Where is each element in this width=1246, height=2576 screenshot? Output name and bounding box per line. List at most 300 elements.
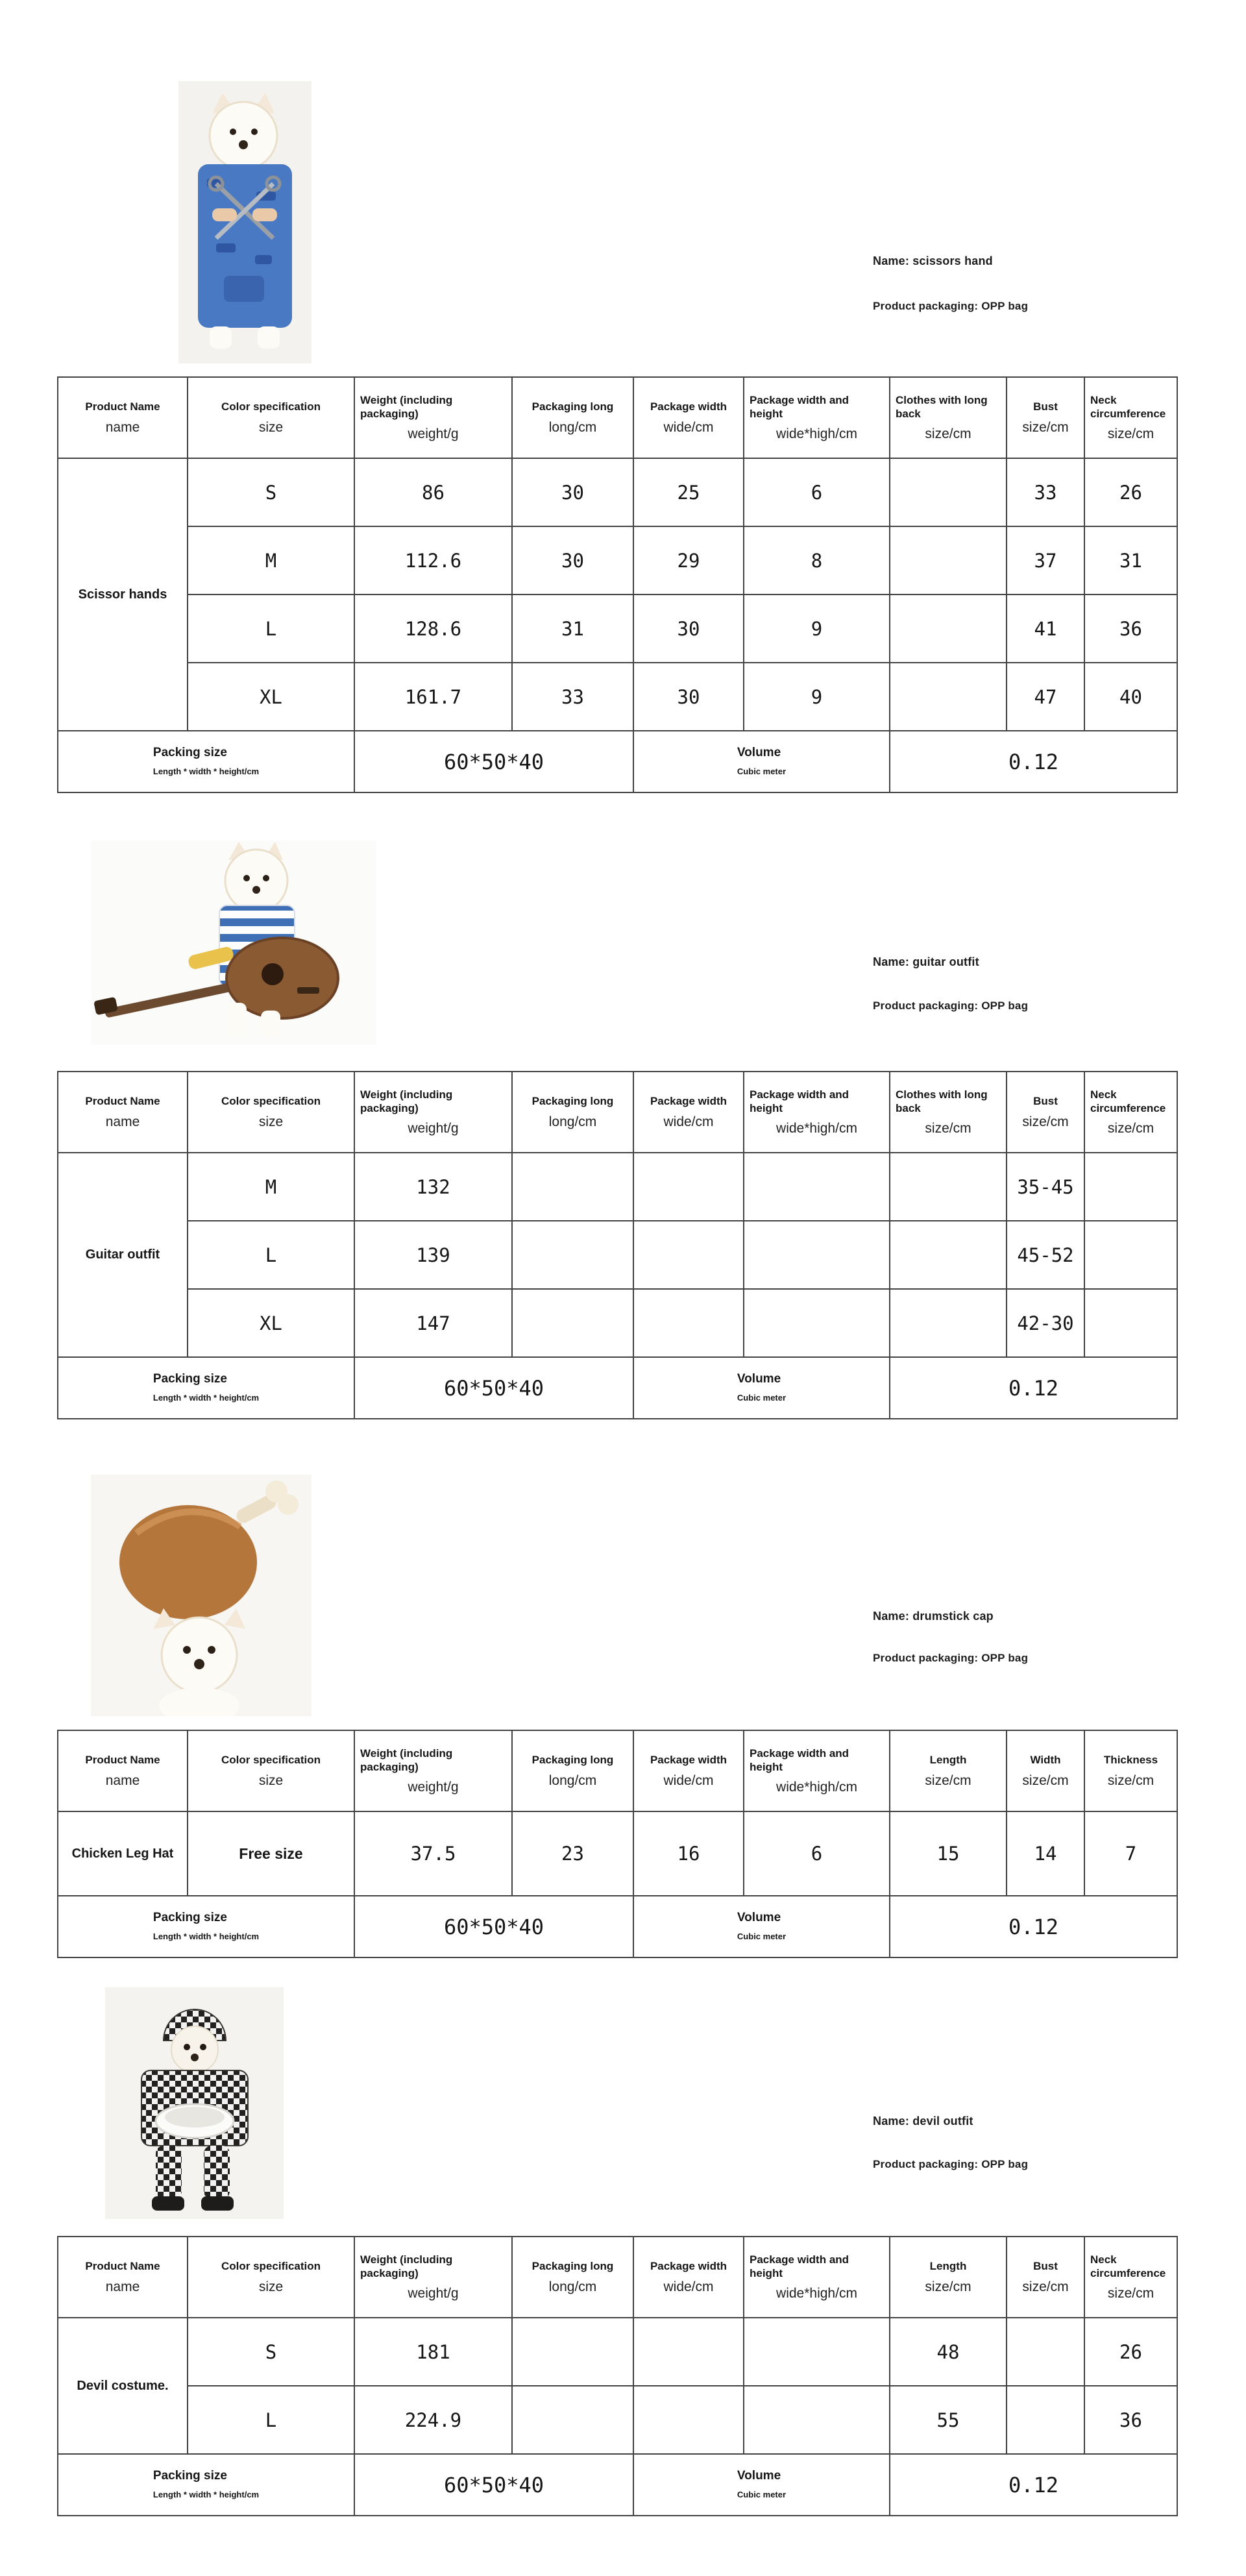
volume-cell — [633, 1357, 890, 1419]
column-title: Clothes with long back — [896, 1088, 988, 1114]
column-title: Width — [1030, 1754, 1061, 1767]
size-label: M — [265, 1175, 277, 1198]
spec-value: 55 — [936, 2409, 960, 2431]
column-title: Product Name — [85, 1754, 160, 1767]
value-cell-3 — [744, 526, 890, 595]
volume-title: Volume — [737, 1372, 781, 1386]
volume-unit: Cubic meter — [737, 2490, 787, 2499]
column-title: Length — [929, 1754, 967, 1767]
column-header-5 — [744, 377, 890, 458]
value-cell-4 — [890, 2386, 1007, 2454]
value-cell-2 — [633, 2386, 744, 2454]
value-cell-0 — [354, 1289, 512, 1357]
column-header-7 — [1007, 377, 1084, 458]
column-title: Weight (including packaging) — [360, 1088, 453, 1114]
column-header-5 — [744, 1072, 890, 1153]
column-unit: long/cm — [548, 419, 597, 435]
spec-table-guitar-outfit — [57, 1071, 1178, 1419]
column-unit: name — [105, 1114, 140, 1129]
value-cell-5 — [1007, 458, 1084, 526]
spec-value: 30 — [677, 617, 700, 640]
size-label: S — [265, 481, 277, 504]
column-unit: wide*high/cm — [776, 2286, 857, 2301]
column-title: Package width and height — [750, 2253, 849, 2279]
size-label: L — [265, 2409, 277, 2431]
spec-value: 25 — [677, 481, 700, 504]
packing-size-value-cell — [354, 2454, 633, 2516]
spec-value: 16 — [677, 1843, 700, 1865]
spec-value: 26 — [1119, 481, 1142, 504]
column-header-0 — [58, 1730, 188, 1811]
dog-scissor-hands-illustration — [178, 81, 312, 363]
value-cell-5 — [1007, 2386, 1084, 2454]
packing-size-value: 60*50*40 — [443, 2472, 544, 2497]
column-header-2 — [354, 2237, 512, 2318]
dog-guitar-outfit-illustration — [91, 840, 376, 1045]
size-label: XL — [260, 1312, 282, 1334]
column-unit: size/cm — [1022, 419, 1069, 435]
value-cell-6 — [1084, 1153, 1177, 1221]
spec-table-drumstick-cap — [57, 1730, 1178, 1958]
value-cell-4 — [890, 1811, 1007, 1896]
spec-value: 42-30 — [1017, 1312, 1074, 1334]
column-title: Color specification — [221, 2260, 321, 2273]
value-cell-0 — [354, 1221, 512, 1289]
product-name-cell — [58, 2318, 188, 2454]
column-unit: size — [258, 1114, 284, 1129]
packing-size-cell — [58, 2454, 354, 2516]
value-cell-5 — [1007, 2318, 1084, 2386]
column-header-1 — [188, 1072, 354, 1153]
spec-value: 6 — [811, 1843, 823, 1865]
packing-size-value: 60*50*40 — [443, 1914, 544, 1939]
spec-value: 224.9 — [404, 2409, 462, 2431]
value-cell-6 — [1084, 2318, 1177, 2386]
spec-value: 7 — [1125, 1843, 1137, 1865]
size-label: Free size — [239, 1845, 303, 1862]
value-cell-5 — [1007, 1221, 1084, 1289]
product-packaging-text: Product packaging: OPP bag — [873, 300, 1029, 312]
column-header-3 — [512, 1072, 633, 1153]
spec-value: 112.6 — [404, 549, 462, 572]
spec-value: 33 — [1034, 481, 1057, 504]
volume-unit: Cubic meter — [737, 1393, 787, 1403]
volume-cell — [633, 2454, 890, 2516]
value-cell-1 — [512, 526, 633, 595]
column-title: Package width — [650, 1754, 727, 1767]
value-cell-6 — [1084, 663, 1177, 731]
value-cell-6 — [1084, 1221, 1177, 1289]
size-cell — [188, 1221, 354, 1289]
volume-value: 0.12 — [1008, 2472, 1059, 2497]
column-header-5 — [744, 1730, 890, 1811]
packing-size-value-cell — [354, 1357, 633, 1419]
volume-value: 0.12 — [1008, 1914, 1059, 1939]
value-cell-3 — [744, 2386, 890, 2454]
volume-title: Volume — [737, 2469, 781, 2483]
product-photo-scissor-hands — [178, 81, 312, 363]
packing-size-cell — [58, 1357, 354, 1419]
size-cell — [188, 2318, 354, 2386]
value-cell-0 — [354, 458, 512, 526]
column-unit: size/cm — [925, 426, 971, 442]
value-cell-5 — [1007, 595, 1084, 663]
product-label: Chicken Leg Hat — [71, 1846, 174, 1861]
column-header-7 — [1007, 2237, 1084, 2318]
spec-value: 37 — [1034, 549, 1057, 572]
value-cell-6 — [1084, 1811, 1177, 1896]
product-name-text: Name: scissors hand — [873, 254, 993, 267]
column-unit: size/cm — [1107, 1121, 1154, 1136]
column-header-4 — [633, 1072, 744, 1153]
spec-value: 147 — [416, 1312, 450, 1334]
column-header-0 — [58, 2237, 188, 2318]
column-unit: long/cm — [548, 1114, 597, 1129]
volume-value-cell — [890, 2454, 1177, 2516]
column-title: Bust — [1033, 2260, 1058, 2273]
packing-size-unit: Length * width * height/cm — [153, 1393, 260, 1403]
product-label: Guitar outfit — [85, 1247, 160, 1262]
column-title: Color specification — [221, 400, 321, 413]
column-unit: size/cm — [1022, 2279, 1069, 2294]
packing-size-unit: Length * width * height/cm — [153, 1932, 260, 1941]
column-unit: wide*high/cm — [776, 1121, 857, 1136]
volume-cell — [633, 1896, 890, 1957]
value-cell-1 — [512, 1811, 633, 1896]
value-cell-2 — [633, 1811, 744, 1896]
column-unit: weight/g — [408, 1780, 459, 1795]
column-unit: name — [105, 1773, 140, 1788]
column-header-1 — [188, 2237, 354, 2318]
product-label: Scissor hands — [78, 587, 167, 602]
value-cell-4 — [890, 2318, 1007, 2386]
value-cell-0 — [354, 526, 512, 595]
value-cell-3 — [744, 1153, 890, 1221]
column-unit: long/cm — [548, 1773, 597, 1788]
size-cell — [188, 1153, 354, 1221]
product-packaging-text: Product packaging: OPP bag — [873, 2158, 1029, 2170]
volume-value-cell — [890, 1357, 1177, 1419]
column-title: Neck circumference — [1090, 2253, 1166, 2279]
spec-value: 40 — [1119, 685, 1142, 708]
spec-value: 181 — [416, 2340, 450, 2363]
column-title: Packaging long — [531, 1095, 614, 1108]
column-unit: wide*high/cm — [776, 426, 857, 442]
column-unit: size/cm — [1107, 426, 1154, 442]
column-title: Packaging long — [531, 2260, 614, 2273]
column-header-2 — [354, 377, 512, 458]
column-title: Product Name — [85, 1095, 160, 1108]
product-photo-guitar-outfit — [91, 840, 376, 1045]
column-unit: size/cm — [1022, 1773, 1069, 1788]
size-label: XL — [260, 685, 282, 708]
product-name-text: Name: drumstick cap — [873, 1610, 994, 1623]
value-cell-5 — [1007, 1811, 1084, 1896]
value-cell-3 — [744, 1289, 890, 1357]
spec-value: 86 — [422, 481, 445, 504]
column-title: Package width — [650, 1095, 727, 1108]
column-title: Neck circumference — [1090, 393, 1166, 420]
size-cell — [188, 526, 354, 595]
column-title: Weight (including packaging) — [360, 1747, 453, 1773]
column-title: Bust — [1033, 1095, 1058, 1108]
value-cell-0 — [354, 2386, 512, 2454]
value-cell-2 — [633, 526, 744, 595]
column-unit: size/cm — [1107, 1773, 1154, 1788]
volume-cell — [633, 731, 890, 792]
spec-value: 31 — [1119, 549, 1142, 572]
column-unit: wide/cm — [663, 2279, 714, 2294]
value-cell-6 — [1084, 2386, 1177, 2454]
spec-value: 30 — [561, 481, 584, 504]
spec-value: 35-45 — [1017, 1175, 1074, 1198]
value-cell-0 — [354, 663, 512, 731]
value-cell-4 — [890, 595, 1007, 663]
packing-size-title: Packing size — [153, 1911, 227, 1924]
column-header-7 — [1007, 1730, 1084, 1811]
column-header-6 — [890, 2237, 1007, 2318]
spec-value: 9 — [811, 685, 823, 708]
column-header-3 — [512, 377, 633, 458]
value-cell-4 — [890, 1153, 1007, 1221]
value-cell-4 — [890, 458, 1007, 526]
column-header-8 — [1084, 1730, 1177, 1811]
value-cell-1 — [512, 1221, 633, 1289]
value-cell-0 — [354, 1811, 512, 1896]
packing-size-cell — [58, 731, 354, 792]
product-packaging-text: Product packaging: OPP bag — [873, 1652, 1029, 1664]
column-header-6 — [890, 1730, 1007, 1811]
volume-title: Volume — [737, 746, 781, 759]
spec-value: 45-52 — [1017, 1244, 1074, 1266]
column-unit: size — [258, 2279, 284, 2294]
value-cell-5 — [1007, 1153, 1084, 1221]
value-cell-0 — [354, 595, 512, 663]
spec-value: 37.5 — [410, 1843, 456, 1865]
size-cell — [188, 663, 354, 731]
spec-table-devil-outfit — [57, 2236, 1178, 2516]
dog-drumstick-cap-illustration — [91, 1475, 312, 1716]
value-cell-2 — [633, 458, 744, 526]
value-cell-1 — [512, 2386, 633, 2454]
value-cell-1 — [512, 1153, 633, 1221]
column-unit: weight/g — [408, 426, 459, 442]
size-cell — [188, 2386, 354, 2454]
column-title: Product Name — [85, 400, 160, 413]
volume-value: 0.12 — [1008, 749, 1059, 774]
column-title: Packaging long — [531, 1754, 614, 1767]
value-cell-6 — [1084, 1289, 1177, 1357]
volume-value-cell — [890, 731, 1177, 792]
value-cell-1 — [512, 595, 633, 663]
value-cell-4 — [890, 663, 1007, 731]
column-unit: wide/cm — [663, 1773, 714, 1788]
size-label: L — [265, 1244, 277, 1266]
size-cell — [188, 595, 354, 663]
packing-size-cell — [58, 1896, 354, 1957]
column-header-5 — [744, 2237, 890, 2318]
column-header-4 — [633, 1730, 744, 1811]
spec-value: 161.7 — [404, 685, 462, 708]
value-cell-2 — [633, 1221, 744, 1289]
product-photo-devil-outfit — [105, 1987, 284, 2219]
column-unit: wide/cm — [663, 1114, 714, 1129]
spec-table-scissor-hands — [57, 376, 1178, 793]
packing-size-title: Packing size — [153, 746, 227, 759]
spec-value: 47 — [1034, 685, 1057, 708]
value-cell-2 — [633, 1153, 744, 1221]
product-name-text: Name: guitar outfit — [873, 955, 979, 968]
column-header-4 — [633, 377, 744, 458]
volume-value: 0.12 — [1008, 1375, 1059, 1401]
packing-size-value: 60*50*40 — [443, 749, 544, 774]
spec-value: 26 — [1119, 2340, 1142, 2363]
column-title: Weight (including packaging) — [360, 2253, 453, 2279]
column-unit: name — [105, 419, 140, 435]
spec-value: 139 — [416, 1244, 450, 1266]
column-title: Weight (including packaging) — [360, 393, 453, 420]
column-unit: size/cm — [1022, 1114, 1069, 1129]
value-cell-1 — [512, 663, 633, 731]
column-title: Package width — [650, 400, 727, 413]
product-name-cell — [58, 1153, 188, 1357]
column-title: Neck circumference — [1090, 1088, 1166, 1114]
column-header-1 — [188, 1730, 354, 1811]
value-cell-3 — [744, 458, 890, 526]
column-unit: weight/g — [408, 2286, 459, 2301]
product-packaging-text: Product packaging: OPP bag — [873, 1000, 1029, 1012]
dog-devil-outfit-illustration — [105, 1987, 284, 2219]
column-header-3 — [512, 1730, 633, 1811]
column-unit: size/cm — [925, 1121, 971, 1136]
size-cell — [188, 458, 354, 526]
value-cell-6 — [1084, 526, 1177, 595]
column-title: Length — [929, 2260, 967, 2273]
spec-value: 33 — [561, 685, 584, 708]
value-cell-2 — [633, 1289, 744, 1357]
column-unit: wide*high/cm — [776, 1780, 857, 1795]
value-cell-0 — [354, 1153, 512, 1221]
column-unit: wide/cm — [663, 419, 714, 435]
value-cell-0 — [354, 2318, 512, 2386]
column-title: Package width and height — [750, 1747, 849, 1773]
column-title: Bust — [1033, 400, 1058, 413]
column-header-4 — [633, 2237, 744, 2318]
packing-size-value-cell — [354, 1896, 633, 1957]
column-header-3 — [512, 2237, 633, 2318]
value-cell-1 — [512, 2318, 633, 2386]
packing-size-value: 60*50*40 — [443, 1375, 544, 1401]
value-cell-3 — [744, 663, 890, 731]
size-label: M — [265, 549, 277, 572]
volume-unit: Cubic meter — [737, 767, 787, 776]
value-cell-1 — [512, 1289, 633, 1357]
spec-value: 15 — [936, 1843, 960, 1865]
column-unit: size/cm — [925, 1773, 971, 1788]
value-cell-6 — [1084, 595, 1177, 663]
column-unit: weight/g — [408, 1121, 459, 1136]
column-title: Package width and height — [750, 1088, 849, 1114]
column-title: Package width — [650, 2260, 727, 2273]
column-unit: size — [258, 1773, 284, 1788]
column-header-2 — [354, 1072, 512, 1153]
column-title: Product Name — [85, 2260, 160, 2273]
column-title: Thickness — [1103, 1754, 1158, 1767]
packing-size-unit: Length * width * height/cm — [153, 2490, 260, 2499]
spec-value: 29 — [677, 549, 700, 572]
spec-value: 36 — [1119, 2409, 1142, 2431]
column-header-0 — [58, 1072, 188, 1153]
column-unit: name — [105, 2279, 140, 2294]
column-title: Color specification — [221, 1095, 321, 1108]
column-unit: long/cm — [548, 2279, 597, 2294]
value-cell-3 — [744, 2318, 890, 2386]
column-unit: size/cm — [925, 2279, 971, 2294]
column-title: Packaging long — [531, 400, 614, 413]
packing-size-title: Packing size — [153, 1372, 227, 1386]
spec-value: 6 — [811, 481, 823, 504]
product-name-cell — [58, 1811, 188, 1896]
spec-value: 128.6 — [404, 617, 462, 640]
value-cell-2 — [633, 2318, 744, 2386]
product-label: Devil costume. — [77, 2378, 169, 2393]
product-photo-drumstick-cap — [91, 1475, 312, 1716]
value-cell-4 — [890, 1289, 1007, 1357]
spec-value: 31 — [561, 617, 584, 640]
spec-value: 14 — [1034, 1843, 1057, 1865]
column-header-8 — [1084, 1072, 1177, 1153]
packing-size-unit: Length * width * height/cm — [153, 767, 260, 776]
packing-size-value-cell — [354, 731, 633, 792]
value-cell-3 — [744, 1811, 890, 1896]
value-cell-3 — [744, 595, 890, 663]
value-cell-1 — [512, 458, 633, 526]
column-header-6 — [890, 377, 1007, 458]
column-unit: size/cm — [1107, 2286, 1154, 2301]
column-header-8 — [1084, 2237, 1177, 2318]
size-label: S — [265, 2340, 277, 2363]
volume-unit: Cubic meter — [737, 1932, 787, 1941]
product-name-text: Name: devil outfit — [873, 2115, 973, 2128]
column-header-6 — [890, 1072, 1007, 1153]
value-cell-3 — [744, 1221, 890, 1289]
size-cell — [188, 1811, 354, 1896]
value-cell-2 — [633, 595, 744, 663]
column-title: Color specification — [221, 1754, 321, 1767]
spec-value: 41 — [1034, 617, 1057, 640]
column-title: Package width and height — [750, 393, 849, 420]
volume-value-cell — [890, 1896, 1177, 1957]
value-cell-5 — [1007, 1289, 1084, 1357]
spec-value: 132 — [416, 1175, 450, 1198]
spec-value: 48 — [936, 2340, 960, 2363]
column-unit: size — [258, 419, 284, 435]
spec-value: 8 — [811, 549, 823, 572]
value-cell-4 — [890, 526, 1007, 595]
column-header-0 — [58, 377, 188, 458]
column-header-8 — [1084, 377, 1177, 458]
spec-value: 30 — [677, 685, 700, 708]
packing-size-title: Packing size — [153, 2469, 227, 2483]
column-header-2 — [354, 1730, 512, 1811]
column-header-1 — [188, 377, 354, 458]
value-cell-2 — [633, 663, 744, 731]
spec-value: 23 — [561, 1843, 584, 1865]
value-cell-5 — [1007, 663, 1084, 731]
spec-value: 30 — [561, 549, 584, 572]
spec-value: 9 — [811, 617, 823, 640]
column-title: Clothes with long back — [896, 393, 988, 420]
